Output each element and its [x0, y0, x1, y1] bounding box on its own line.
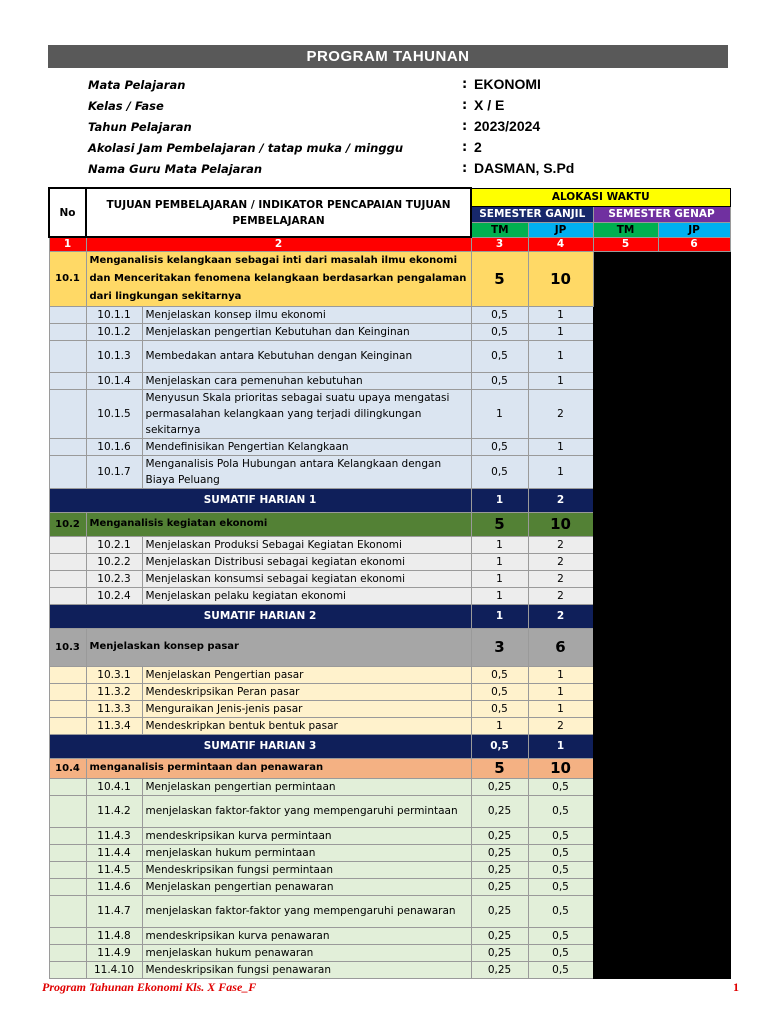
indicator-tm: 0,5	[471, 455, 528, 488]
kd-jp: 6	[528, 628, 593, 666]
kd-tm: 5	[471, 251, 528, 306]
indicator-tm: 0,5	[471, 683, 528, 700]
indicator-text: Menjelaskan Distribusi sebagai kegiatan ekonomi	[142, 553, 471, 570]
info-colon: :	[462, 98, 468, 113]
indicator-tm: 0,5	[471, 372, 528, 389]
indicator-jp: 2	[528, 570, 593, 587]
column-number: 5	[593, 237, 658, 251]
sumatif-jp: 2	[528, 604, 593, 628]
footer-title: Program Tahunan Ekonomi Kls. X Fase_F	[42, 980, 257, 994]
page-number: 1	[733, 980, 739, 994]
indicator-code: 11.3.4	[86, 717, 142, 734]
sumatif-label: SUMATIF HARIAN 1	[49, 488, 471, 512]
info-row	[88, 118, 648, 139]
indicator-jp: 0,5	[528, 795, 593, 827]
indicator-tm: 0,25	[471, 961, 528, 978]
indicator-text: Menganalisis Pola Hubungan antara Kelangkaan dengan Biaya Peluang	[142, 455, 471, 488]
indicator-code: 10.1.1	[86, 306, 142, 323]
indicator-text: Menjelaskan konsumsi sebagai kegiatan ekonomi	[142, 570, 471, 587]
indicator-spacer	[49, 372, 86, 389]
indicator-spacer	[49, 536, 86, 553]
indicator-jp: 1	[528, 438, 593, 455]
column-number: 1	[49, 237, 86, 251]
indicator-code: 10.2.4	[86, 587, 142, 604]
kd-number: 10.1	[49, 251, 86, 306]
indicator-jp: 0,5	[528, 861, 593, 878]
indicator-jp: 0,5	[528, 961, 593, 978]
indicator-jp: 0,5	[528, 895, 593, 927]
info-colon: :	[462, 161, 468, 176]
indicator-code: 11.4.5	[86, 861, 142, 878]
indicator-tm: 0,5	[471, 438, 528, 455]
indicator-text: menjelaskan faktor-faktor yang mempengaruhi permintaan	[142, 795, 471, 827]
info-value: X / E	[474, 97, 505, 113]
header-no: No	[49, 188, 86, 237]
indicator-code: 10.3.1	[86, 666, 142, 683]
indicator-spacer	[49, 844, 86, 861]
kd-description: Menganalisis kegiatan ekonomi	[86, 512, 471, 536]
kd-jp: 10	[528, 512, 593, 536]
indicator-spacer	[49, 683, 86, 700]
indicator-tm: 1	[471, 536, 528, 553]
header-jp-genap: JP	[658, 222, 730, 237]
indicator-spacer	[49, 389, 86, 438]
info-label: Nama Guru Mata Pelajaran	[88, 162, 263, 176]
indicator-spacer	[49, 323, 86, 340]
indicator-text: Mendeskripsikan Peran pasar	[142, 683, 471, 700]
indicator-spacer	[49, 553, 86, 570]
indicator-text: Menjelaskan konsep ilmu ekonomi	[142, 306, 471, 323]
indicator-text: Mendeskripkan bentuk bentuk pasar	[142, 717, 471, 734]
kd-jp: 10	[528, 251, 593, 306]
indicator-tm: 0,5	[471, 700, 528, 717]
sumatif-jp: 2	[528, 488, 593, 512]
indicator-tm: 0,5	[471, 323, 528, 340]
indicator-text: mendeskripsikan kurva permintaan	[142, 827, 471, 844]
info-row	[88, 160, 648, 181]
indicator-tm: 1	[471, 587, 528, 604]
indicator-tm: 1	[471, 389, 528, 438]
info-label: Akolasi Jam Pembelajaran / tatap muka / minggu	[88, 141, 404, 155]
kd-jp: 10	[528, 758, 593, 778]
indicator-tm: 0,25	[471, 827, 528, 844]
header-tm-genap: TM	[593, 222, 658, 237]
indicator-tm: 1	[471, 717, 528, 734]
indicator-code: 10.1.3	[86, 340, 142, 372]
info-label: Tahun Pelajaran	[88, 120, 192, 134]
indicator-code: 11.4.4	[86, 844, 142, 861]
indicator-spacer	[49, 666, 86, 683]
info-value: 2	[474, 139, 482, 155]
indicator-spacer	[49, 861, 86, 878]
info-colon: :	[462, 77, 468, 92]
kd-description: Menganalisis kelangkaan sebagai inti dari masalah ilmu ekonomi dan Menceritakan fenomena kelangkaan berdasarkan pengalaman dari lingkungan sekitarnya	[86, 251, 471, 306]
indicator-tm: 0,25	[471, 844, 528, 861]
indicator-code: 10.1.4	[86, 372, 142, 389]
column-number: 2	[86, 237, 471, 251]
header-tm-ganjil: TM	[471, 222, 528, 237]
indicator-text: mendeskripsikan kurva penawaran	[142, 927, 471, 944]
header-alokasi-waktu: ALOKASI WAKTU	[471, 188, 730, 206]
indicator-tm: 1	[471, 570, 528, 587]
indicator-code: 10.2.3	[86, 570, 142, 587]
column-number: 3	[471, 237, 528, 251]
kd-description: Menjelaskan konsep pasar	[86, 628, 471, 666]
sumatif-label: SUMATIF HARIAN 3	[49, 734, 471, 758]
indicator-text: menjelaskan hukum permintaan	[142, 844, 471, 861]
sumatif-jp: 1	[528, 734, 593, 758]
info-label: Kelas / Fase	[88, 99, 164, 113]
kd-number: 10.3	[49, 628, 86, 666]
info-row	[88, 97, 648, 118]
indicator-code: 11.4.7	[86, 895, 142, 927]
indicator-jp: 2	[528, 389, 593, 438]
indicator-text: Menjelaskan Pengertian pasar	[142, 666, 471, 683]
sumatif-tm: 1	[471, 604, 528, 628]
header-semester-genap: SEMESTER GENAP	[593, 206, 730, 222]
indicator-text: Menjelaskan Produksi Sebagai Kegiatan Ekonomi	[142, 536, 471, 553]
indicator-jp: 0,5	[528, 827, 593, 844]
indicator-jp: 0,5	[528, 927, 593, 944]
kd-number: 10.4	[49, 758, 86, 778]
indicator-spacer	[49, 827, 86, 844]
indicator-jp: 0,5	[528, 778, 593, 795]
info-value: EKONOMI	[474, 76, 541, 92]
column-number: 6	[658, 237, 730, 251]
indicator-jp: 1	[528, 455, 593, 488]
indicator-spacer	[49, 878, 86, 895]
indicator-jp: 1	[528, 683, 593, 700]
indicator-code: 10.2.1	[86, 536, 142, 553]
indicator-code: 11.4.9	[86, 944, 142, 961]
indicator-code: 11.4.6	[86, 878, 142, 895]
semester-genap-blank	[593, 251, 730, 978]
kd-tm: 3	[471, 628, 528, 666]
indicator-spacer	[49, 340, 86, 372]
indicator-text: Membedakan antara Kebutuhan dengan Keinginan	[142, 340, 471, 372]
indicator-jp: 2	[528, 717, 593, 734]
indicator-text: Menjelaskan pengertian Kebutuhan dan Keinginan	[142, 323, 471, 340]
indicator-tm: 0,5	[471, 306, 528, 323]
indicator-spacer	[49, 306, 86, 323]
info-label: Mata Pelajaran	[88, 78, 186, 92]
indicator-text: Menjelaskan pelaku kegiatan ekonomi	[142, 587, 471, 604]
indicator-jp: 1	[528, 372, 593, 389]
indicator-code: 11.4.8	[86, 927, 142, 944]
indicator-tm: 1	[471, 553, 528, 570]
indicator-code: 11.3.2	[86, 683, 142, 700]
indicator-text: Mendeskripsikan fungsi permintaan	[142, 861, 471, 878]
indicator-code: 10.4.1	[86, 778, 142, 795]
indicator-tm: 0,25	[471, 895, 528, 927]
info-colon: :	[462, 140, 468, 155]
indicator-text: Menjelaskan pengertian penawaran	[142, 878, 471, 895]
indicator-code: 10.1.2	[86, 323, 142, 340]
info-block	[88, 76, 648, 181]
indicator-tm: 0,25	[471, 927, 528, 944]
header-semester-ganjil: SEMESTER GANJIL	[471, 206, 593, 222]
indicator-text: Menguraikan Jenis-jenis pasar	[142, 700, 471, 717]
indicator-spacer	[49, 944, 86, 961]
sumatif-label: SUMATIF HARIAN 2	[49, 604, 471, 628]
program-table	[48, 187, 731, 979]
info-colon: :	[462, 119, 468, 134]
indicator-text: Menjelaskan cara pemenuhan kebutuhan	[142, 372, 471, 389]
indicator-tm: 0,25	[471, 878, 528, 895]
indicator-tm: 0,25	[471, 861, 528, 878]
indicator-text: Menyusun Skala prioritas sebagai suatu upaya mengatasi permasalahan kelangkaan yang terjadi dilingkungan sekitarnya	[142, 389, 471, 438]
indicator-spacer	[49, 700, 86, 717]
indicator-jp: 0,5	[528, 844, 593, 861]
info-value: 2023/2024	[474, 118, 541, 134]
indicator-jp: 1	[528, 700, 593, 717]
indicator-spacer	[49, 927, 86, 944]
info-value: DASMAN, S.Pd	[474, 160, 575, 176]
info-row	[88, 76, 648, 97]
indicator-text: menjelaskan hukum penawaran	[142, 944, 471, 961]
indicator-jp: 1	[528, 340, 593, 372]
indicator-jp: 2	[528, 553, 593, 570]
kd-tm: 5	[471, 758, 528, 778]
header-tujuan-pembelajaran: TUJUAN PEMBELAJARAN / INDIKATOR PENCAPAIAN TUJUAN PEMBELAJARAN	[86, 188, 471, 237]
indicator-tm: 0,25	[471, 944, 528, 961]
header-jp-ganjil: JP	[528, 222, 593, 237]
indicator-spacer	[49, 587, 86, 604]
indicator-jp: 2	[528, 587, 593, 604]
indicator-spacer	[49, 778, 86, 795]
kd-row	[49, 251, 730, 306]
indicator-text: Menjelaskan pengertian permintaan	[142, 778, 471, 795]
indicator-spacer	[49, 717, 86, 734]
indicator-code: 10.1.6	[86, 438, 142, 455]
indicator-text: menjelaskan faktor-faktor yang mempengaruhi penawaran	[142, 895, 471, 927]
indicator-spacer	[49, 570, 86, 587]
indicator-code: 11.4.2	[86, 795, 142, 827]
sumatif-tm: 0,5	[471, 734, 528, 758]
kd-tm: 5	[471, 512, 528, 536]
indicator-tm: 0,25	[471, 795, 528, 827]
indicator-spacer	[49, 455, 86, 488]
indicator-code: 10.1.5	[86, 389, 142, 438]
indicator-code: 11.3.3	[86, 700, 142, 717]
indicator-code: 11.4.3	[86, 827, 142, 844]
indicator-text: Mendeskripsikan fungsi penawaran	[142, 961, 471, 978]
info-row	[88, 139, 648, 160]
indicator-spacer	[49, 438, 86, 455]
indicator-jp: 2	[528, 536, 593, 553]
sumatif-tm: 1	[471, 488, 528, 512]
indicator-tm: 0,5	[471, 666, 528, 683]
indicator-jp: 0,5	[528, 878, 593, 895]
kd-description: menganalisis permintaan dan penawaran	[86, 758, 471, 778]
column-number: 4	[528, 237, 593, 251]
kd-number: 10.2	[49, 512, 86, 536]
indicator-tm: 0,25	[471, 778, 528, 795]
indicator-text: Mendefinisikan Pengertian Kelangkaan	[142, 438, 471, 455]
indicator-spacer	[49, 895, 86, 927]
page-title: PROGRAM TAHUNAN	[48, 45, 728, 68]
indicator-jp: 1	[528, 323, 593, 340]
indicator-code: 11.4.10	[86, 961, 142, 978]
indicator-code: 10.2.2	[86, 553, 142, 570]
indicator-jp: 1	[528, 306, 593, 323]
indicator-jp: 1	[528, 666, 593, 683]
indicator-tm: 0,5	[471, 340, 528, 372]
indicator-jp: 0,5	[528, 944, 593, 961]
indicator-code: 10.1.7	[86, 455, 142, 488]
indicator-spacer	[49, 961, 86, 978]
indicator-spacer	[49, 795, 86, 827]
